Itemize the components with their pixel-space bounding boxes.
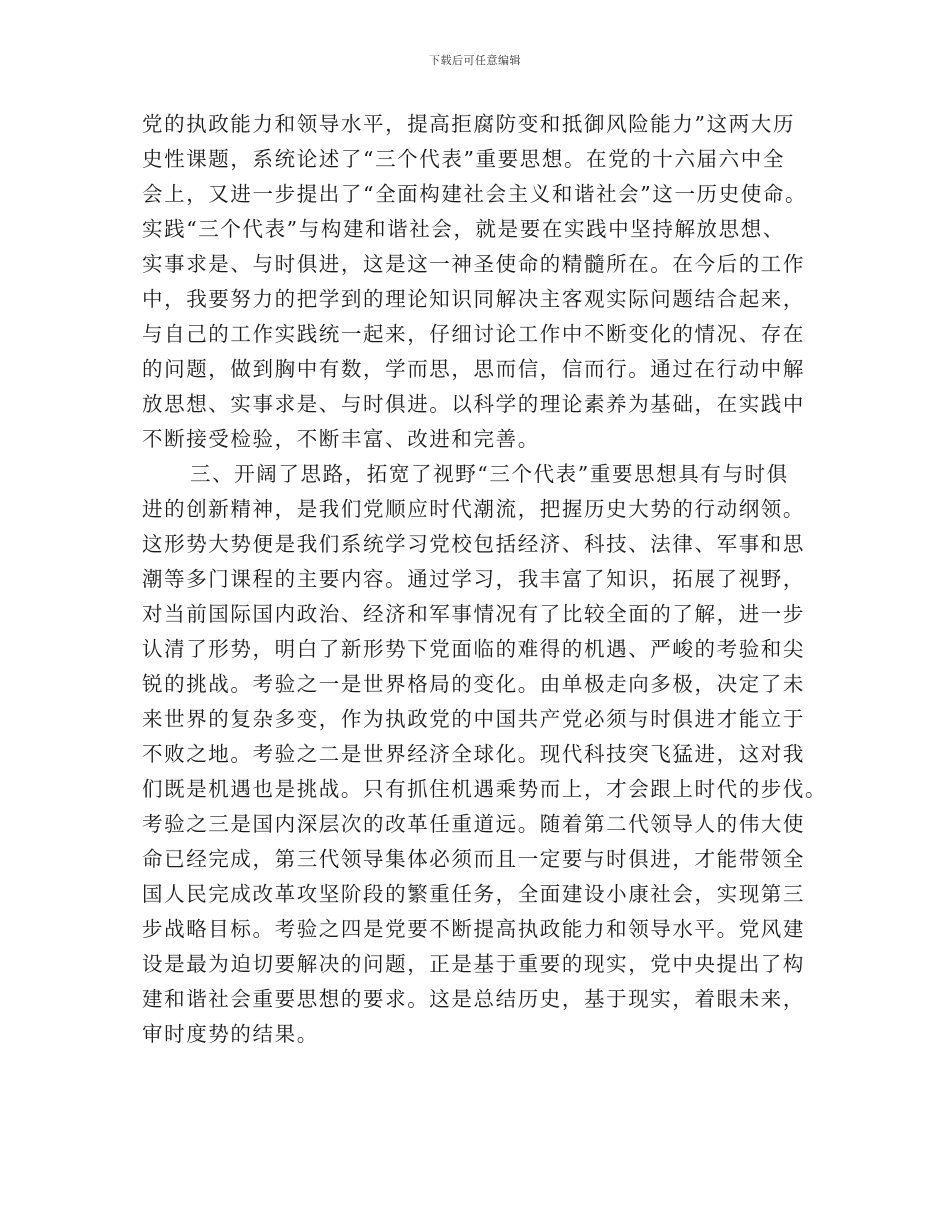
text-line: 锐的挑战。考验之一是世界格局的变化。由单极走向多极，决定了未 (142, 672, 805, 696)
text-line: 进的创新精神，是我们党顺应时代潮流，把握历史大势的行动纲领。 (142, 497, 805, 521)
text-line: 实践“三个代表”与构建和谐社会，就是要在实践中坚持解放思想、 (142, 217, 785, 241)
text-line: 放思想、实事求是、与时俱进。以科学的理论素养为基础，在实践中 (142, 392, 805, 416)
document-body (142, 107, 828, 1052)
text-line: 潮等多门课程的主要内容。通过学习，我丰富了知识，拓展了视野， (142, 567, 805, 591)
text-line: 们既是机遇也是挑战。只有抓住机遇乘势而上，才会跟上时代的步伐。 (142, 777, 828, 801)
text-line: 命已经完成，第三代领导集体必须而且一定要与时俱进，才能带领全 (142, 847, 805, 871)
text-line: 这形势大势便是我们系统学习党校包括经济、科技、法律、军事和思 (142, 532, 805, 556)
text-line: 会上，又进一步提出了“全面构建社会主义和谐社会”这一历史使命。 (142, 182, 808, 206)
text-line: 设是最为迫切要解决的问题，正是基于重要的现实，党中央提出了构 (142, 952, 805, 976)
text-line: 史性课题，系统论述了“三个代表”重要思想。在党的十六届六中全 (142, 147, 785, 171)
text-line: 与自己的工作实践统一起来，仔细讨论工作中不断变化的情况、存在 (142, 322, 805, 346)
text-line: 来世界的复杂多变，作为执政党的中国共产党必须与时俱进才能立于 (142, 707, 805, 731)
text-line: 实事求是、与时俱进，这是这一神圣使命的精髓所在。在今后的工作 (142, 252, 805, 276)
text-line: 认清了形势，明白了新形势下党面临的难得的机遇、严峻的考验和尖 (142, 637, 805, 661)
text-line: 不败之地。考验之二是世界经济全球化。现代科技突飞猛进，这对我 (142, 742, 805, 766)
text-line: 中，我要努力的把学到的理论知识同解决主客观实际问题结合起来， (142, 287, 805, 311)
text-line: 步战略目标。考验之四是党要不断提高执政能力和领导水平。党风建 (142, 917, 805, 941)
section-heading-line: 三、开阔了思路，拓宽了视野“三个代表”重要思想具有与时俱 (190, 462, 789, 486)
text-line: 不断接受检验，不断丰富、改进和完善。 (142, 427, 540, 451)
text-line: 审时度势的结果。 (142, 1022, 319, 1046)
text-line: 的问题，做到胸中有数，学而思，思而信，信而行。通过在行动中解 (142, 357, 805, 381)
page-header: 下载后可任意编辑 (429, 54, 521, 67)
text-line: 党的执政能力和领导水平，提高拒腐防变和抵御风险能力”这两大历 (142, 112, 795, 136)
text-line: 建和谐社会重要思想的要求。这是总结历史，基于现实，着眼未来， (142, 987, 805, 1011)
text-line: 国人民完成改革攻坚阶段的繁重任务，全面建设小康社会，实现第三 (142, 882, 805, 906)
text-line: 考验之三是国内深层次的改革任重道远。随着第二代领导人的伟大使 (142, 812, 805, 836)
text-line: 对当前国际国内政治、经济和军事情况有了比较全面的了解，进一步 (142, 602, 805, 626)
